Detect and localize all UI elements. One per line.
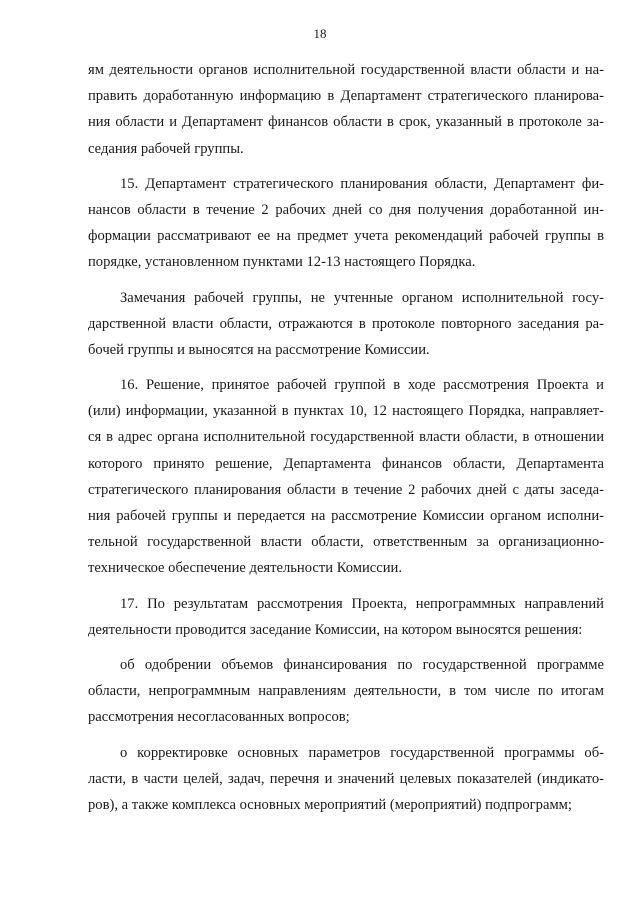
text-line: тельной государственной власти области, ответственным за организационно-: [88, 534, 604, 551]
paragraph-approval: [88, 652, 604, 731]
text-line: деятельности проводится заседание Комиссии, на котором выносятся решения:: [88, 621, 583, 638]
text-line: ям деятельности органов исполнительной государственной власти области и на-: [88, 62, 604, 78]
text-line: седания рабочей группы.: [88, 140, 244, 157]
text-line: ласти, в части целей, задач, перечня и значений целевых показателей (индикато-: [88, 770, 604, 787]
text-line: техническое обеспечение деятельности Комиссии.: [88, 560, 403, 577]
text-line: порядке, установленном пунктами 12-13 настоящего Порядка.: [88, 254, 476, 271]
paragraph-adjustment: [88, 740, 604, 819]
text-line: формации рассматривают ее на предмет учета рекомендаций рабочей группы в: [88, 228, 604, 245]
text-line: рассмотрения несогласованных вопросов;: [88, 709, 350, 726]
paragraph-continuation: [88, 57, 604, 162]
document-body: [88, 57, 604, 818]
text-line: нансов области в течение 2 рабочих дней со дня получения доработанной ин-: [88, 201, 604, 218]
paragraph-15: [88, 171, 604, 276]
text-line: править доработанную информацию в Департамент стратегического планирова-: [88, 88, 604, 105]
text-line: ров), а также комплекса основных мероприятий (мероприятий) подпрограмм;: [88, 796, 572, 813]
text-line: 17. По результатам рассмотрения Проекта, непрограммных направлений: [120, 595, 604, 612]
text-line: о корректировке основных параметров государственной программы об-: [120, 744, 604, 761]
text-line: области, непрограммным направлениям деятельности, в том числе по итогам: [88, 683, 604, 700]
text-line: которого принято решение, Департамента финансов области, Департамента: [88, 455, 604, 472]
text-line: ся в адрес органа исполнительной государственной власти области, в отношении: [88, 429, 604, 446]
text-line: бочей группы и выносятся на рассмотрение Комиссии.: [88, 341, 430, 358]
text-line: ния области и Департамент финансов области в срок, указанный в протоколе за-: [88, 114, 604, 131]
text-line: стратегического планирования области в течение 2 рабочих дней с даты заседа-: [88, 481, 604, 498]
paragraph-17: [88, 591, 604, 643]
paragraph-remarks: [88, 285, 604, 364]
paragraph-16: [88, 372, 604, 582]
text-line: (или) информации, указанной в пунктах 10, 12 настоящего Порядка, направляет-: [88, 403, 604, 420]
text-line: дарственной власти области, отражаются в протоколе повторного заседания ра-: [88, 315, 604, 332]
text-line: об одобрении объемов финансирования по государственной программе: [120, 656, 604, 673]
text-line: Замечания рабочей группы, не учтенные органом исполнительной госу-: [120, 289, 604, 306]
text-line: ния рабочей группы и передается на рассмотрение Комиссии органом исполни-: [88, 508, 604, 524]
page-number: 18: [313, 26, 327, 41]
text-line: 15. Департамент стратегического планирования области, Департамент фи-: [120, 175, 604, 192]
text-line: 16. Решение, принятое рабочей группой в ходе рассмотрения Проекта и: [120, 377, 604, 394]
